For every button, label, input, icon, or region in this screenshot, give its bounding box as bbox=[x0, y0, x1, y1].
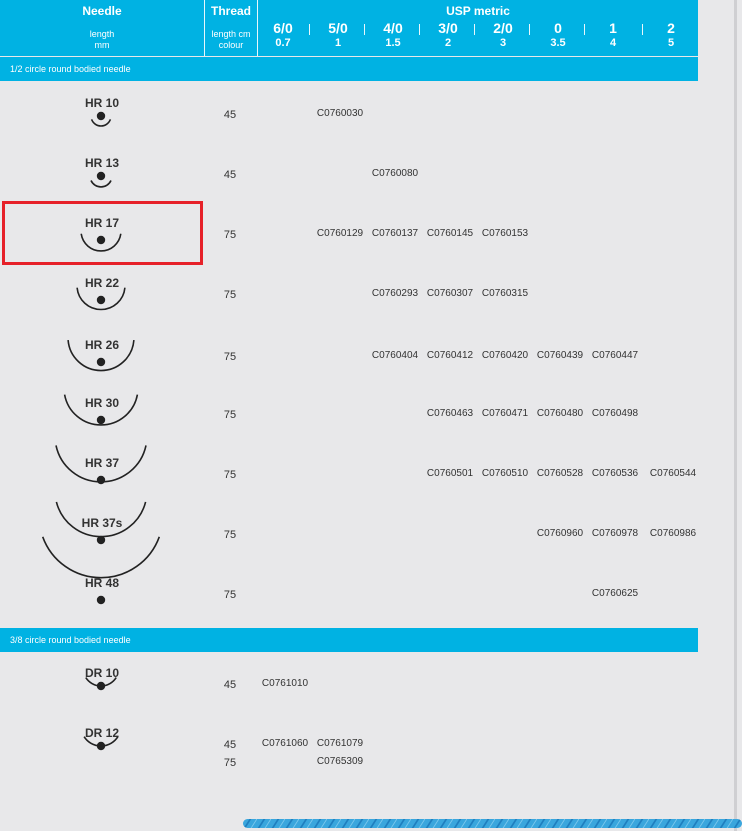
usp-divider bbox=[529, 24, 530, 35]
needle-shape-icon bbox=[0, 390, 204, 450]
metric-size: 5 bbox=[667, 37, 675, 49]
product-code[interactable]: C0760153 bbox=[481, 228, 529, 239]
needle-name: HR 37s bbox=[81, 516, 123, 530]
product-code[interactable]: C0760471 bbox=[481, 408, 529, 419]
product-code[interactable]: C0760498 bbox=[591, 408, 639, 419]
metric-size: 1 bbox=[334, 37, 342, 49]
needle-name: HR 22 bbox=[84, 276, 119, 290]
product-code[interactable]: C0760960 bbox=[536, 528, 584, 539]
usp-size: 2/0 bbox=[493, 20, 513, 36]
usp-size: 4/0 bbox=[383, 20, 403, 36]
needle-shape-icon bbox=[0, 510, 204, 570]
needle-cell bbox=[0, 510, 204, 570]
thread-length: 75 bbox=[223, 469, 237, 481]
header-thread-sub bbox=[205, 29, 257, 51]
metric-size: 0.7 bbox=[275, 37, 291, 49]
table-row bbox=[0, 390, 698, 450]
product-code[interactable]: C0760528 bbox=[536, 468, 584, 479]
needle-cross-section-dot bbox=[97, 742, 105, 750]
usp-size: 6/0 bbox=[273, 20, 293, 36]
header-needle: Needle bbox=[82, 4, 122, 18]
product-code[interactable]: C0760145 bbox=[426, 228, 474, 239]
table-row bbox=[0, 720, 698, 780]
usp-size-column bbox=[476, 20, 530, 49]
needle-cross-section-dot bbox=[97, 416, 105, 424]
needle-name: DR 12 bbox=[84, 726, 119, 740]
thread-length: 75 bbox=[223, 409, 237, 421]
metric-size: 3.5 bbox=[550, 37, 566, 49]
usp-size-column bbox=[586, 20, 640, 49]
product-code[interactable]: C0760439 bbox=[536, 350, 584, 361]
needle-cell bbox=[0, 90, 204, 150]
product-code[interactable]: C0760625 bbox=[591, 588, 639, 599]
needle-shape-icon bbox=[0, 90, 204, 150]
needle-arc bbox=[92, 119, 111, 126]
needle-cross-section-dot bbox=[97, 358, 105, 366]
metric-size: 4 bbox=[609, 37, 617, 49]
product-code[interactable]: C0765309 bbox=[316, 756, 364, 767]
thread-length: 45 bbox=[223, 169, 237, 181]
needle-cell bbox=[0, 660, 204, 720]
page-edge bbox=[734, 0, 737, 831]
thread-length: 45 bbox=[223, 739, 237, 751]
product-code[interactable]: C0760030 bbox=[316, 108, 364, 119]
needle-cell bbox=[0, 570, 204, 630]
needle-name: HR 17 bbox=[84, 216, 119, 230]
table-row bbox=[0, 332, 698, 392]
header-thread: Thread bbox=[210, 4, 251, 18]
usp-size: 1 bbox=[609, 20, 617, 36]
metric-size: 3 bbox=[499, 37, 507, 49]
product-code[interactable]: C0760463 bbox=[426, 408, 474, 419]
product-code[interactable]: C0760293 bbox=[371, 288, 419, 299]
thread-length: 75 bbox=[223, 229, 237, 241]
product-code[interactable]: C0761010 bbox=[261, 678, 309, 689]
header-needle-unit: mm bbox=[94, 40, 110, 50]
section-header: 1/2 circle round bodied needle bbox=[0, 57, 698, 81]
usp-size-column bbox=[366, 20, 420, 49]
usp-size: 3/0 bbox=[438, 20, 458, 36]
usp-divider bbox=[642, 24, 643, 35]
usp-size-column bbox=[311, 20, 365, 49]
table-row bbox=[0, 570, 698, 630]
needle-shape-icon bbox=[0, 270, 204, 330]
needle-shape-icon bbox=[0, 660, 204, 720]
product-code[interactable]: C0760447 bbox=[591, 350, 639, 361]
table-row bbox=[0, 450, 698, 510]
product-code[interactable]: C0761079 bbox=[316, 738, 364, 749]
product-code[interactable]: C0760510 bbox=[481, 468, 529, 479]
usp-size: 5/0 bbox=[328, 20, 348, 36]
needle-name: HR 26 bbox=[84, 338, 119, 352]
product-code[interactable]: C0760307 bbox=[426, 288, 474, 299]
usp-size-column bbox=[531, 20, 585, 49]
table-row bbox=[0, 660, 698, 720]
needle-cross-section-dot bbox=[97, 536, 105, 544]
product-code[interactable]: C0760080 bbox=[371, 168, 419, 179]
needle-name: HR 37 bbox=[84, 456, 119, 470]
product-code[interactable]: C0760544 bbox=[649, 468, 697, 479]
product-code[interactable]: C0760404 bbox=[371, 350, 419, 361]
header-needle-length: length bbox=[89, 29, 115, 39]
header-usp-metric: USP metric bbox=[446, 4, 510, 18]
thread-length: 75 bbox=[223, 757, 237, 769]
needle-cell bbox=[0, 390, 204, 450]
header-thread-colour: colour bbox=[218, 40, 244, 50]
needle-cross-section-dot bbox=[97, 172, 105, 180]
product-code[interactable]: C0760480 bbox=[536, 408, 584, 419]
table-row bbox=[0, 510, 698, 570]
needle-cross-section-dot bbox=[97, 596, 105, 604]
needle-cell bbox=[0, 332, 204, 392]
needle-name: DR 10 bbox=[84, 666, 119, 680]
table-header bbox=[0, 0, 698, 56]
table-row bbox=[0, 90, 698, 150]
needle-shape-icon bbox=[0, 450, 204, 510]
needle-shape-icon bbox=[0, 332, 204, 392]
needle-cell bbox=[0, 450, 204, 510]
product-code[interactable]: C0760129 bbox=[316, 228, 364, 239]
product-code[interactable]: C0760420 bbox=[481, 350, 529, 361]
needle-cross-section-dot bbox=[97, 296, 105, 304]
product-code[interactable]: C0760137 bbox=[371, 228, 419, 239]
decorative-suture-bar bbox=[243, 818, 742, 829]
table-row bbox=[0, 270, 698, 330]
usp-size: 0 bbox=[554, 20, 562, 36]
metric-size: 2 bbox=[444, 37, 452, 49]
usp-divider bbox=[419, 24, 420, 35]
needle-cell bbox=[0, 720, 204, 780]
product-code[interactable]: C0760412 bbox=[426, 350, 474, 361]
usp-divider bbox=[474, 24, 475, 35]
product-code[interactable]: C0760501 bbox=[426, 468, 474, 479]
product-code[interactable]: C0760978 bbox=[591, 528, 639, 539]
usp-divider bbox=[309, 24, 310, 35]
product-code[interactable]: C0760986 bbox=[649, 528, 697, 539]
metric-size: 1.5 bbox=[385, 37, 401, 49]
product-code[interactable]: C0760536 bbox=[591, 468, 639, 479]
product-code[interactable]: C0760315 bbox=[481, 288, 529, 299]
usp-divider bbox=[364, 24, 365, 35]
highlight-box bbox=[2, 201, 203, 265]
needle-arc bbox=[91, 181, 111, 187]
product-code[interactable]: C0761060 bbox=[261, 738, 309, 749]
usp-size: 2 bbox=[667, 20, 675, 36]
needle-cell bbox=[0, 270, 204, 330]
needle-cross-section-dot bbox=[97, 682, 105, 690]
needle-name: HR 30 bbox=[84, 396, 119, 410]
thread-length: 75 bbox=[223, 589, 237, 601]
header-needle-sub bbox=[0, 29, 204, 51]
needle-name: HR 13 bbox=[84, 156, 119, 170]
usp-size-column bbox=[256, 20, 310, 49]
thread-length: 45 bbox=[223, 109, 237, 121]
header-thread-length: length cm bbox=[211, 29, 251, 39]
usp-size-column bbox=[644, 20, 698, 49]
thread-length: 75 bbox=[223, 529, 237, 541]
thread-length: 75 bbox=[223, 289, 237, 301]
usp-size-column bbox=[421, 20, 475, 49]
needle-shape-icon bbox=[0, 720, 204, 780]
needle-cross-section-dot bbox=[97, 476, 105, 484]
section-header: 3/8 circle round bodied needle bbox=[0, 628, 698, 652]
needle-shape-icon bbox=[0, 570, 204, 630]
thread-length: 45 bbox=[223, 679, 237, 691]
usp-divider bbox=[584, 24, 585, 35]
needle-name: HR 48 bbox=[84, 576, 119, 590]
thread-length: 75 bbox=[223, 351, 237, 363]
needle-name: HR 10 bbox=[84, 96, 119, 110]
needle-cross-section-dot bbox=[97, 112, 105, 120]
